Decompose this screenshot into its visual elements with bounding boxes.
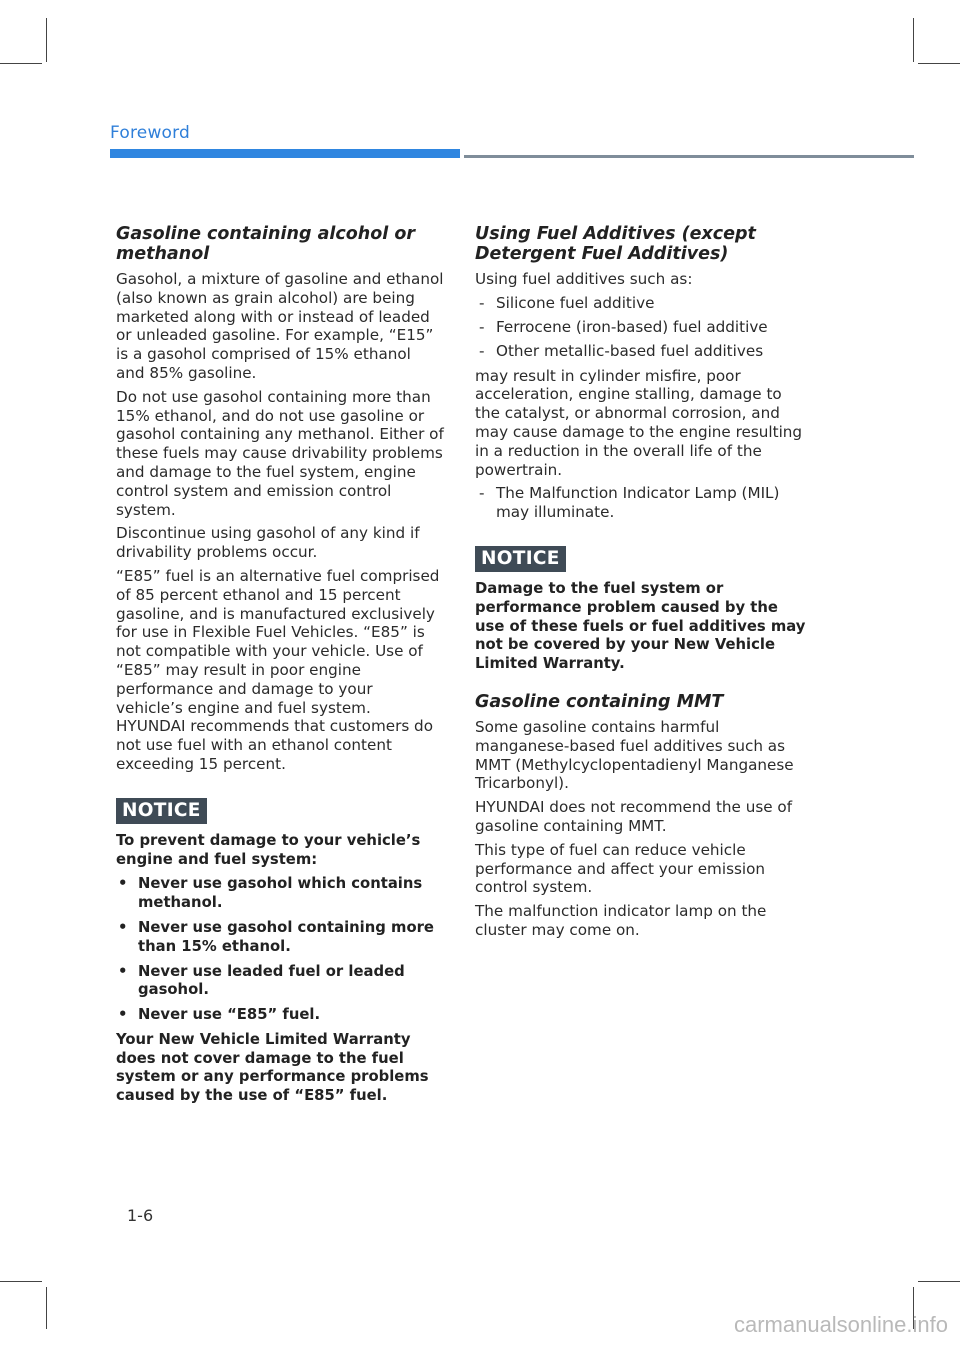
paragraph: Using fuel additives such as: (475, 270, 693, 288)
header-bar-rule (464, 155, 914, 158)
list-item: • Never use gasohol containing more than 15% ethanol. (116, 919, 444, 957)
mil-list (475, 484, 807, 522)
crop-mark (0, 1281, 42, 1282)
list-item: - Silicone fuel additive (475, 294, 807, 313)
crop-mark (918, 1281, 960, 1282)
watermark: carmanualsonline.info (733, 1312, 948, 1337)
page-number: 1-6 (127, 1206, 154, 1225)
heading-alcohol-methanol: Gasoline containing alcohol or methanol (116, 224, 416, 264)
crop-mark (913, 18, 914, 62)
notice-badge: NOTICE (116, 798, 207, 824)
paragraph: Gasohol, a mixture of gasoline and ethanol (also known as grain alcohol) are being marketed along with or instead of leaded or unleaded gasoline. For example, “E15” is a gasohol comprised of 15% ethanol and 85% gasoline. (116, 270, 444, 382)
paragraph: HYUNDAI does not recommend the use of gasoline containing MMT. (475, 798, 793, 836)
paragraph: Some gasoline contains harmful manganese-based fuel additives such as MMT (Methylcyclopentadienyl Manganese Tricarbonyl). (475, 718, 794, 793)
notice-list (116, 875, 444, 1025)
left-column (116, 224, 444, 1112)
section-title: Foreword (110, 123, 191, 143)
notice-badge: NOTICE (475, 546, 566, 572)
crop-mark (918, 63, 960, 64)
additive-list (475, 294, 807, 361)
notice-intro: To prevent damage to your vehicle’s engine and fuel system: (116, 831, 421, 868)
paragraph: Discontinue using gasohol of any kind if drivability problems occur. (116, 524, 420, 562)
paragraph: Do not use gasohol containing more than 15% ethanol, and do not use gasoline or gasohol containing any methanol. Either of these fuels may cause drivability problems and damage to the fuel system, engine control system and emission control system. (116, 387, 444, 519)
heading-fuel-additives: Using Fuel Additives (except Detergent Fuel Additives) (475, 224, 756, 264)
paragraph: The malfunction indicator lamp on the cluster may come on. (475, 902, 767, 940)
list-item: • Never use leaded fuel or leaded gasohol. (116, 963, 444, 1001)
crop-mark (0, 63, 42, 64)
notice-box-gasohol (116, 798, 444, 1106)
list-item: • Never use gasohol which contains methanol. (116, 875, 444, 913)
list-item: - Other metallic-based fuel additives (475, 342, 807, 361)
header-bar-accent (110, 149, 460, 158)
list-item: - The Malfunction Indicator Lamp (MIL) may illuminate. (475, 484, 807, 522)
notice-text: Damage to the fuel system or performance problem caused by the use of these fuels or fuel additives may not be covered by your New Vehicle Limited Warranty. (475, 580, 806, 673)
paragraph: may result in cylinder misfire, poor acceleration, engine stalling, damage to the catalyst, or abnormal corrosion, and may cause damage to the engine resulting in a reduction in the overall life of the powertrain. (475, 366, 803, 479)
crop-mark (46, 1287, 47, 1329)
notice-box-additives (475, 546, 807, 674)
right-column (475, 224, 807, 945)
list-item: - Ferrocene (iron-based) fuel additive (475, 318, 807, 337)
notice-outro: Your New Vehicle Limited Warranty does not cover damage to the fuel system or any performance problems caused by the use of “E85” fuel. (116, 1030, 429, 1105)
heading-mmt: Gasoline containing MMT (475, 692, 724, 713)
paragraph: This type of fuel can reduce vehicle performance and affect your emission control system. (475, 840, 766, 897)
list-item: • Never use “E85” fuel. (116, 1006, 444, 1025)
paragraph: “E85” fuel is an alternative fuel comprised of 85 percent ethanol and 15 percent gasoline, and is manufactured exclusively for use in Flexible Fuel Vehicles. “E85” is not compatible with your vehicle. Use of “E85” may result in poor engine performance and damage to your vehicle’s engine and fuel system. HYUNDAI recommends that customers do not use fuel with an ethanol content exceeding 15 percent. (116, 566, 440, 773)
crop-mark (46, 18, 47, 62)
